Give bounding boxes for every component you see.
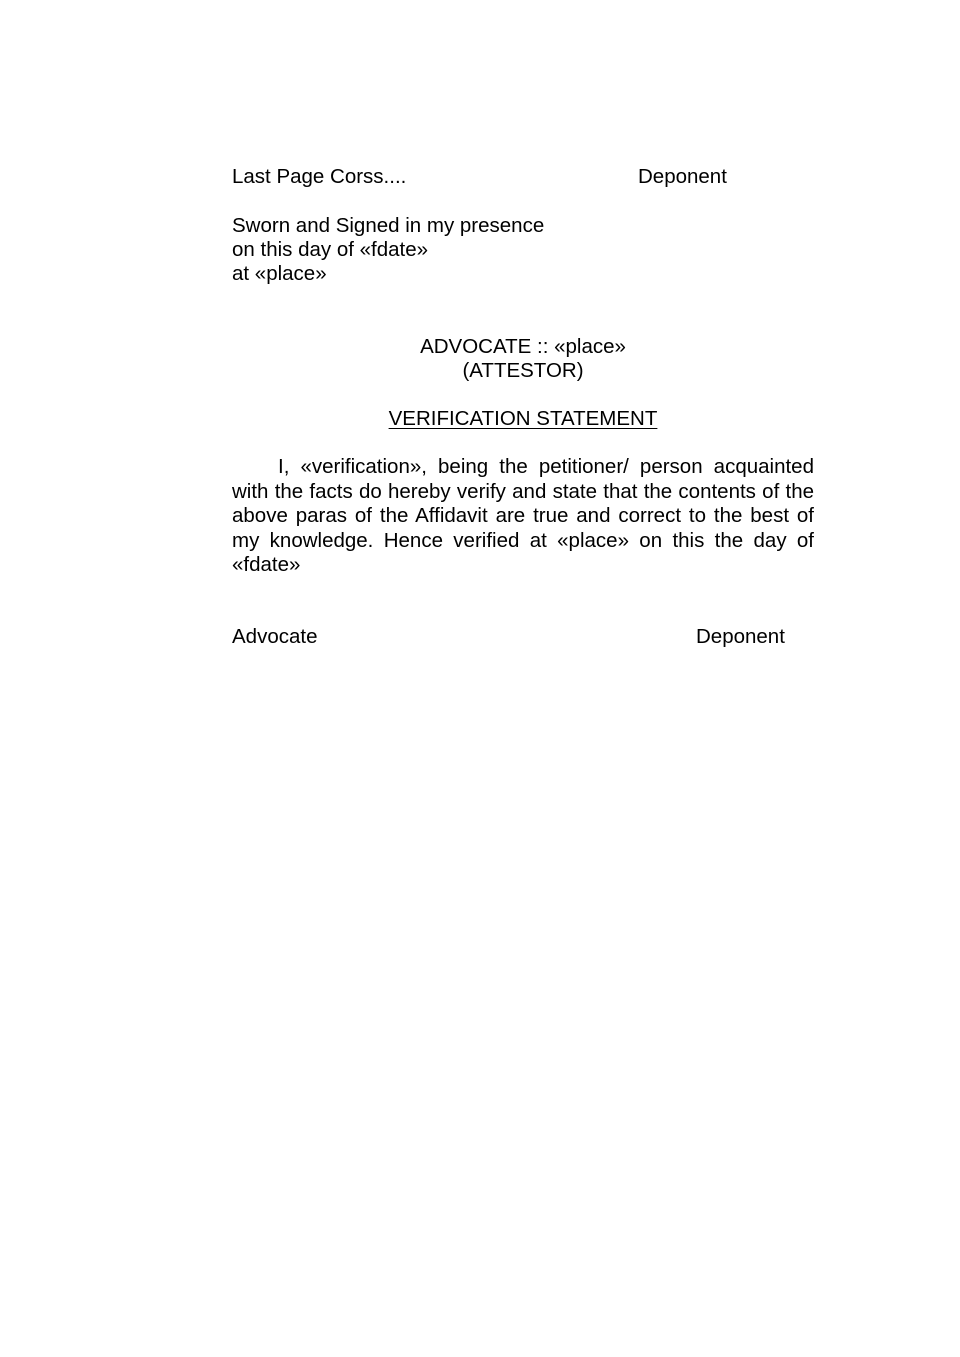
verification-paragraph: I, «verification», being the petitioner/ person acquainted with the facts do hereby verify and state that the contents of the above paras of the Affidavit are true and correct to the best of my knowledge. Hence verified at «place» on this the day of «fdate»	[232, 455, 814, 576]
signature-advocate-label: Advocate	[232, 625, 318, 648]
header-deponent-label: Deponent	[638, 165, 727, 188]
attestor-line-1: ADVOCATE :: «place»	[420, 335, 626, 358]
sworn-line-2: on this day of «fdate»	[232, 238, 429, 261]
sworn-line-3: at «place»	[232, 262, 327, 285]
sworn-line-1: Sworn and Signed in my presence	[232, 214, 545, 237]
verification-title-wrap	[232, 407, 814, 431]
attestor-line-2: (ATTESTOR)	[462, 359, 584, 382]
signature-deponent-label: Deponent	[696, 625, 785, 648]
verification-title: VERIFICATION STATEMENT	[388, 407, 658, 430]
header-left-text: Last Page Corss....	[232, 165, 407, 188]
